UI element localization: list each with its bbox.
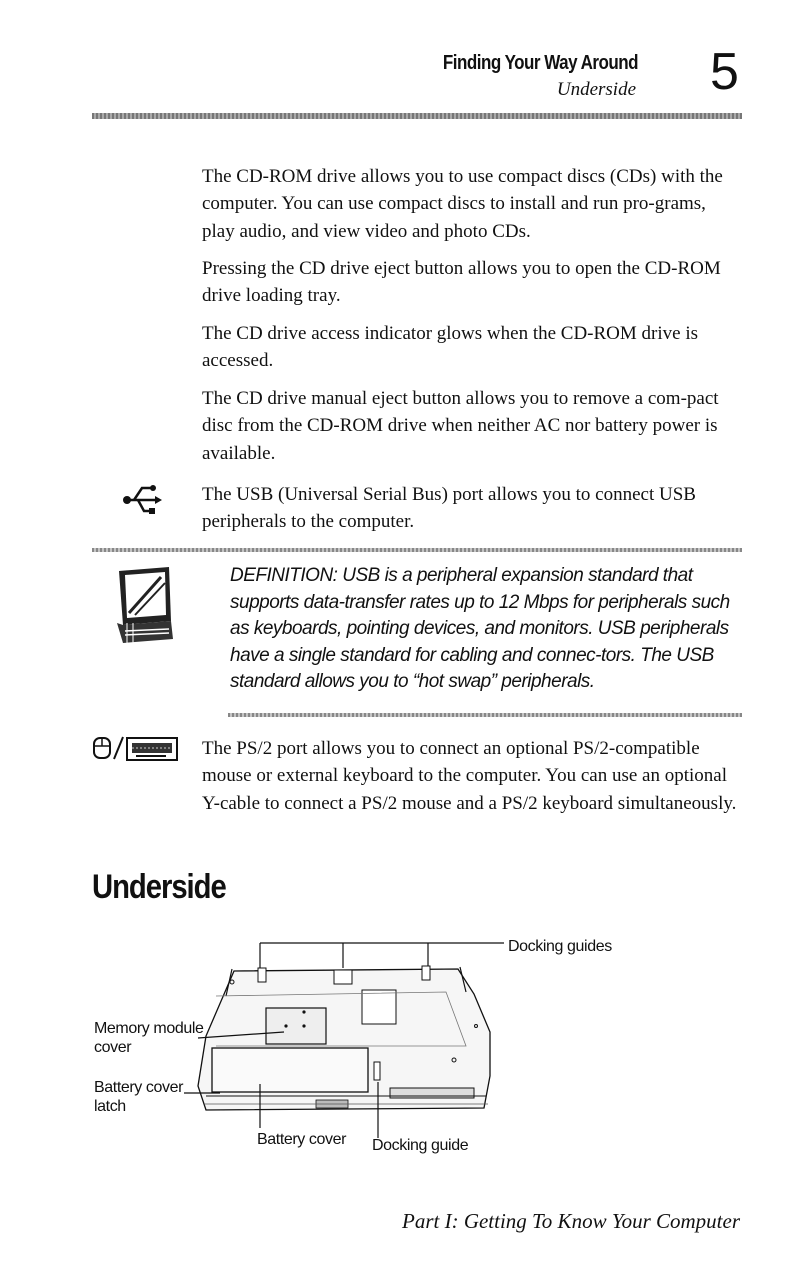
section-subtitle: Underside	[556, 79, 636, 100]
section-heading: Underside	[92, 868, 226, 906]
label-battery-cover-latch: Battery cover latch	[94, 1079, 184, 1115]
chapter-title: Finding Your Way Around	[442, 52, 638, 74]
definition-rule-top	[92, 548, 742, 552]
eject-paragraph: Pressing the CD drive eject button allows you to open the CD-ROM drive loading tray.	[202, 258, 721, 307]
manual-eject-paragraph: The CD drive manual eject button allows you to remove a com-pact disc from the CD-ROM drive when neither AC nor battery power is available.	[202, 388, 719, 464]
usb-icon	[122, 482, 162, 518]
definition-text: DEFINITION: USB is a peripheral expansion standard that supports data-transfer rates up to 12 Mbps for peripherals such as keyboards, pointing devices, and monitors. USB peripherals have a single standard for cabling and connec-tors. The USB standard allows you to “hot swap” peripherals.	[230, 565, 730, 693]
label-docking-guide: Docking guide	[372, 1137, 469, 1154]
ps2-paragraph: The PS/2 port allows you to connect an optional PS/2-compatible mouse or external keyboard to the computer. You can use an optional Y-cable to connect a PS/2 mouse and a PS/2 keyboard simultaneously.	[202, 738, 737, 814]
label-docking-guides: Docking guides	[508, 938, 612, 955]
keyboard-icon	[126, 737, 178, 761]
label-battery-cover: Battery cover	[257, 1131, 347, 1148]
indicator-paragraph: The CD drive access indicator glows when the CD-ROM drive is accessed.	[202, 323, 699, 372]
cdrom-paragraph: The CD-ROM drive allows you to use compact discs (CDs) with the computer. You can use compact discs to install and run pro-grams, play audio, and view video and photo CDs.	[202, 166, 723, 242]
header-rule	[92, 113, 742, 119]
underside-diagram	[176, 936, 506, 1152]
usb-paragraph: The USB (Universal Serial Bus) port allows you to connect USB peripherals to the computer.	[202, 484, 696, 533]
definition-rule-bottom	[228, 713, 742, 717]
book-icon	[109, 563, 179, 645]
page-number: 5	[710, 43, 739, 101]
page-footer: Part I: Getting To Know Your Computer	[402, 1209, 740, 1233]
label-memory-module-cover: Memory module cover	[94, 1020, 204, 1056]
